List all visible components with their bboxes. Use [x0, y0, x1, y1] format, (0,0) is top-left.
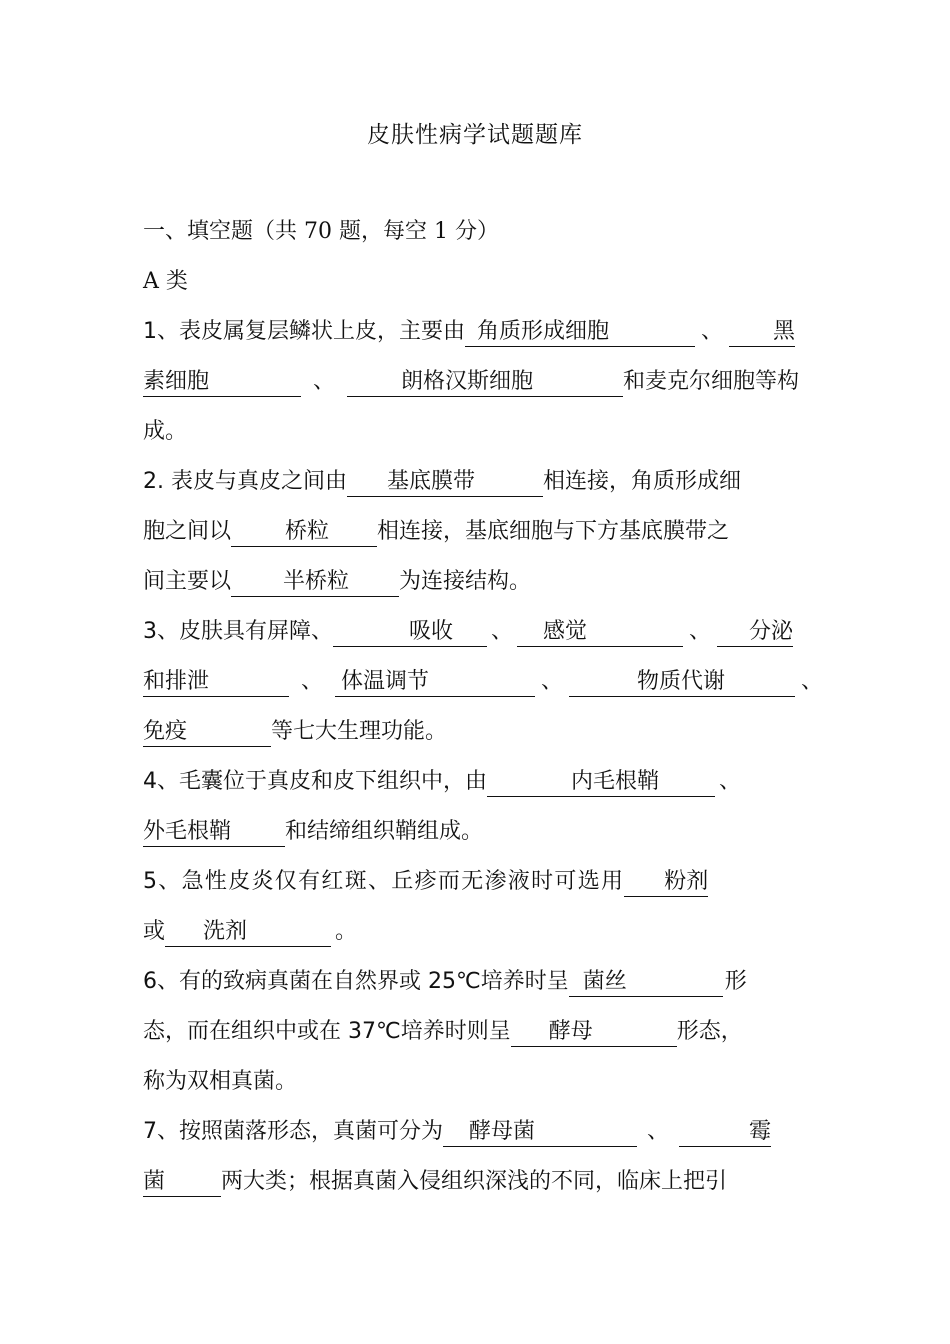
q5-prefix: 5、急性皮炎仅有红斑、丘疹而无渗液时可选用 [143, 869, 625, 894]
q6-prefix: 6、有的致病真菌在自然界或 25℃培养时呈 [143, 969, 569, 994]
question-5-line-1 [143, 862, 813, 902]
q2-postfix: 为连接结构。 [399, 569, 532, 594]
q4-sep-1: 、 [719, 769, 742, 794]
q3-answer-6: 免疫 [143, 717, 271, 747]
q6-mid-3: 形态， [676, 1019, 743, 1044]
q2-answer-3: 半桥粒 [231, 567, 399, 597]
q3-sep-4: 、 [541, 669, 564, 694]
q5-answer-2: 洗剂 [165, 917, 331, 947]
q1-sep-2: 、 [313, 369, 336, 394]
question-4-line-2 [143, 812, 813, 852]
question-3-line-3 [143, 712, 813, 752]
question-1-line-2 [143, 362, 813, 402]
q3-sep-3: 、 [301, 669, 324, 694]
question-2-line-2 [143, 512, 813, 552]
question-6-line-1 [143, 962, 813, 1002]
q1-answer-3: 朗格汉斯细胞 [347, 367, 623, 397]
page-title: 皮肤性病学试题题库 [367, 122, 583, 148]
q3-answer-3b: 和排泄 [143, 667, 289, 697]
q5-postfix: 。 [335, 919, 358, 944]
q7-prefix: 7、按照菌落形态，真菌可分为 [143, 1119, 443, 1144]
q3-answer-5: 物质代谢 [569, 667, 795, 697]
question-2-line-1 [143, 462, 813, 502]
q3-answer-3a: 分泌 [717, 617, 793, 647]
q5-answer-1: 粉剂 [624, 867, 708, 897]
question-4-line-1 [143, 762, 813, 802]
q3-answer-4: 体温调节 [335, 667, 535, 697]
question-3-line-1 [143, 612, 813, 652]
q2-mid-2: 胞之间以 [143, 519, 232, 544]
q3-answer-1: 吸收 [333, 617, 487, 647]
q3-prefix: 3、皮肤具有屏障、 [143, 619, 333, 644]
q7-answer-2a: 霉 [679, 1117, 771, 1147]
q1-postfix: 和麦克尔细胞等构 [623, 369, 800, 394]
section-heading: 一、填空题（共 70 题，每空 1 分） [143, 219, 499, 244]
q5-mid: 或 [143, 919, 166, 944]
question-5-line-2 [143, 912, 813, 952]
q2-answer-1: 基底膜带 [347, 467, 543, 497]
q2-prefix: 2. 表皮与真皮之间由 [143, 469, 347, 494]
q3-answer-2: 感觉 [517, 617, 683, 647]
q7-postfix: 两大类；根据真菌入侵组织深浅的不同，临床上把引 [221, 1169, 728, 1194]
q6-mid-1: 形 [724, 969, 747, 994]
q2-mid-4: 间主要以 [143, 569, 232, 594]
q2-answer-2: 桥粒 [231, 517, 377, 547]
q4-postfix: 和结缔组织鞘组成。 [285, 819, 484, 844]
q4-answer-1: 内毛根鞘 [487, 767, 715, 797]
question-6-line-2 [143, 1012, 813, 1052]
question-7-line-1 [143, 1112, 813, 1152]
category-label: A 类 [143, 269, 188, 294]
q3-sep-2: 、 [689, 619, 712, 644]
q1-postfix-2: 成。 [143, 419, 188, 444]
question-7-line-2 [143, 1162, 813, 1202]
q3-sep-1: 、 [491, 619, 514, 644]
q3-postfix: 等七大生理功能。 [271, 719, 448, 744]
question-1-line-1 [143, 312, 813, 352]
q7-answer-2b: 菌 [143, 1167, 221, 1197]
q1-answer-2a: 黑 [729, 317, 795, 347]
q3-sep-5: 、 [801, 669, 824, 694]
q1-answer-1: 角质形成细胞 [465, 317, 695, 347]
question-3-line-2 [143, 662, 824, 702]
q6-answer-1: 菌丝 [569, 967, 723, 997]
q1-sep-1: 、 [701, 319, 724, 344]
q7-answer-1: 酵母菌 [443, 1117, 637, 1147]
q1-prefix: 1、表皮属复层鳞状上皮，主要由 [143, 319, 465, 344]
q1-answer-2b: 素细胞 [143, 367, 301, 397]
q7-sep-1: 、 [647, 1119, 670, 1144]
q6-mid-2: 态，而在组织中或在 37℃培养时则呈 [143, 1019, 511, 1044]
question-6-line-3 [143, 1062, 813, 1102]
q2-mid-1: 相连接，角质形成细 [542, 469, 741, 494]
q4-answer-2: 外毛根鞘 [143, 817, 285, 847]
q6-postfix: 称为双相真菌。 [143, 1069, 298, 1094]
question-1-line-3 [143, 412, 813, 452]
q2-mid-3: 相连接，基底细胞与下方基底膜带之 [377, 519, 730, 544]
question-2-line-3 [143, 562, 813, 602]
q6-answer-2: 酵母 [511, 1017, 677, 1047]
q4-prefix: 4、毛囊位于真皮和皮下组织中，由 [143, 769, 487, 794]
